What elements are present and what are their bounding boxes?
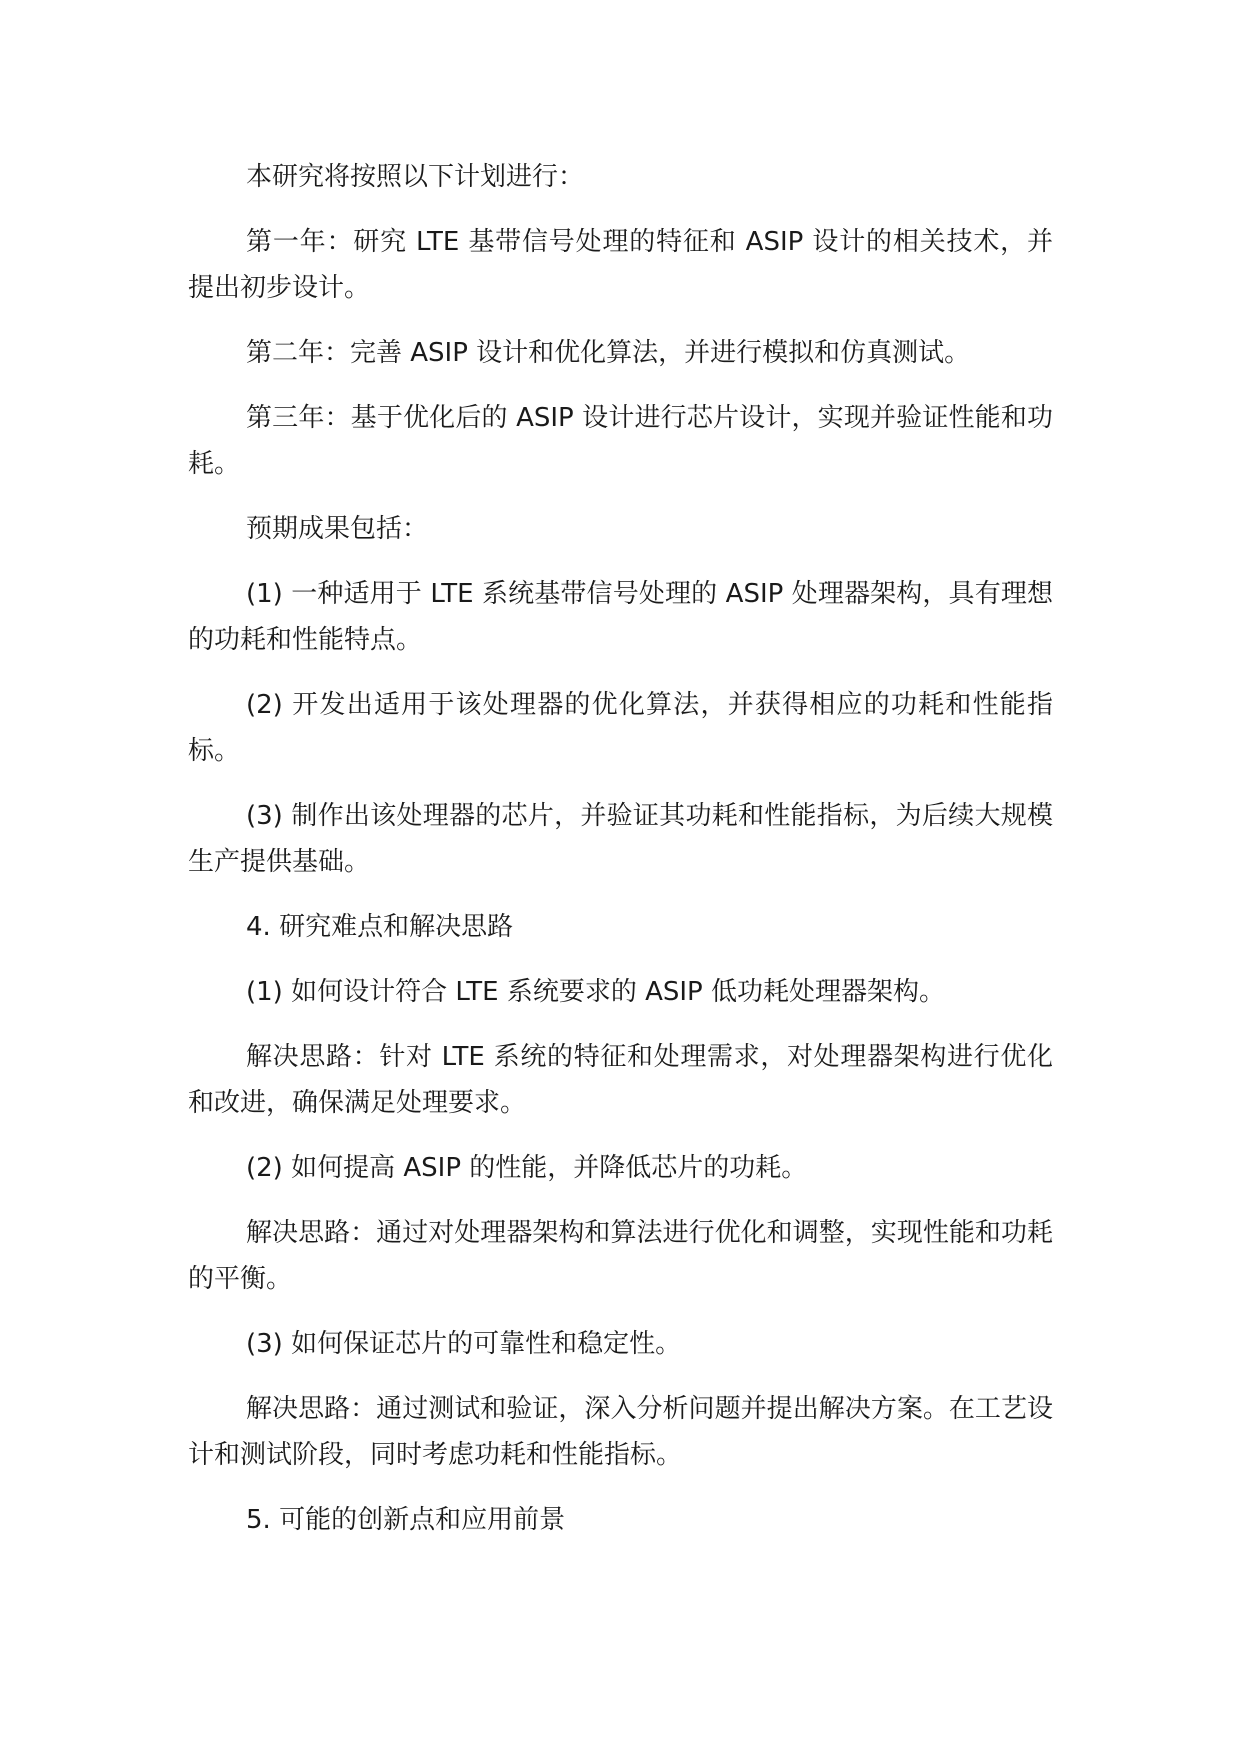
paragraph-difficulty-3: (3) 如何保证芯片的可靠性和稳定性。 <box>246 1329 682 1359</box>
paragraph-year-two: 第二年：完善 ASIP 设计和优化算法，并进行模拟和仿真测试。 <box>246 338 971 368</box>
section-heading-5: 5. 可能的创新点和应用前景 <box>246 1505 566 1535</box>
paragraph-result-3: (3) 制作出该处理器的芯片，并验证其功耗和性能指标，为后续大规模生产提供基础。 <box>188 801 1053 877</box>
paragraph-difficulty-1: (1) 如何设计符合 LTE 系统要求的 ASIP 低功耗处理器架构。 <box>246 977 946 1007</box>
document-body <box>188 154 1053 1562</box>
paragraph-solution-1: 解决思路：针对 LTE 系统的特征和处理需求，对处理器架构进行优化和改进，确保满足处理要求。 <box>188 1042 1053 1118</box>
paragraph-solution-3: 解决思路：通过测试和验证，深入分析问题并提出解决方案。在工艺设计和测试阶段，同时考虑功耗和性能指标。 <box>188 1394 1053 1470</box>
paragraph-result-2: (2) 开发出适用于该处理器的优化算法，并获得相应的功耗和性能指标。 <box>188 690 1053 766</box>
paragraph-plan-intro: 本研究将按照以下计划进行： <box>246 162 585 192</box>
paragraph-solution-2: 解决思路：通过对处理器架构和算法进行优化和调整，实现性能和功耗的平衡。 <box>188 1218 1053 1294</box>
paragraph-year-three: 第三年：基于优化后的 ASIP 设计进行芯片设计，实现并验证性能和功耗。 <box>188 403 1053 479</box>
paragraph-year-one: 第一年：研究 LTE 基带信号处理的特征和 ASIP 设计的相关技术，并提出初步设计。 <box>188 227 1053 303</box>
paragraph-difficulty-2: (2) 如何提高 ASIP 的性能，并降低芯片的功耗。 <box>246 1153 808 1183</box>
paragraph-result-1: (1) 一种适用于 LTE 系统基带信号处理的 ASIP 处理器架构，具有理想的功耗和性能特点。 <box>188 579 1053 655</box>
paragraph-expected-results: 预期成果包括： <box>246 514 429 544</box>
section-heading-4: 4. 研究难点和解决思路 <box>246 912 514 942</box>
